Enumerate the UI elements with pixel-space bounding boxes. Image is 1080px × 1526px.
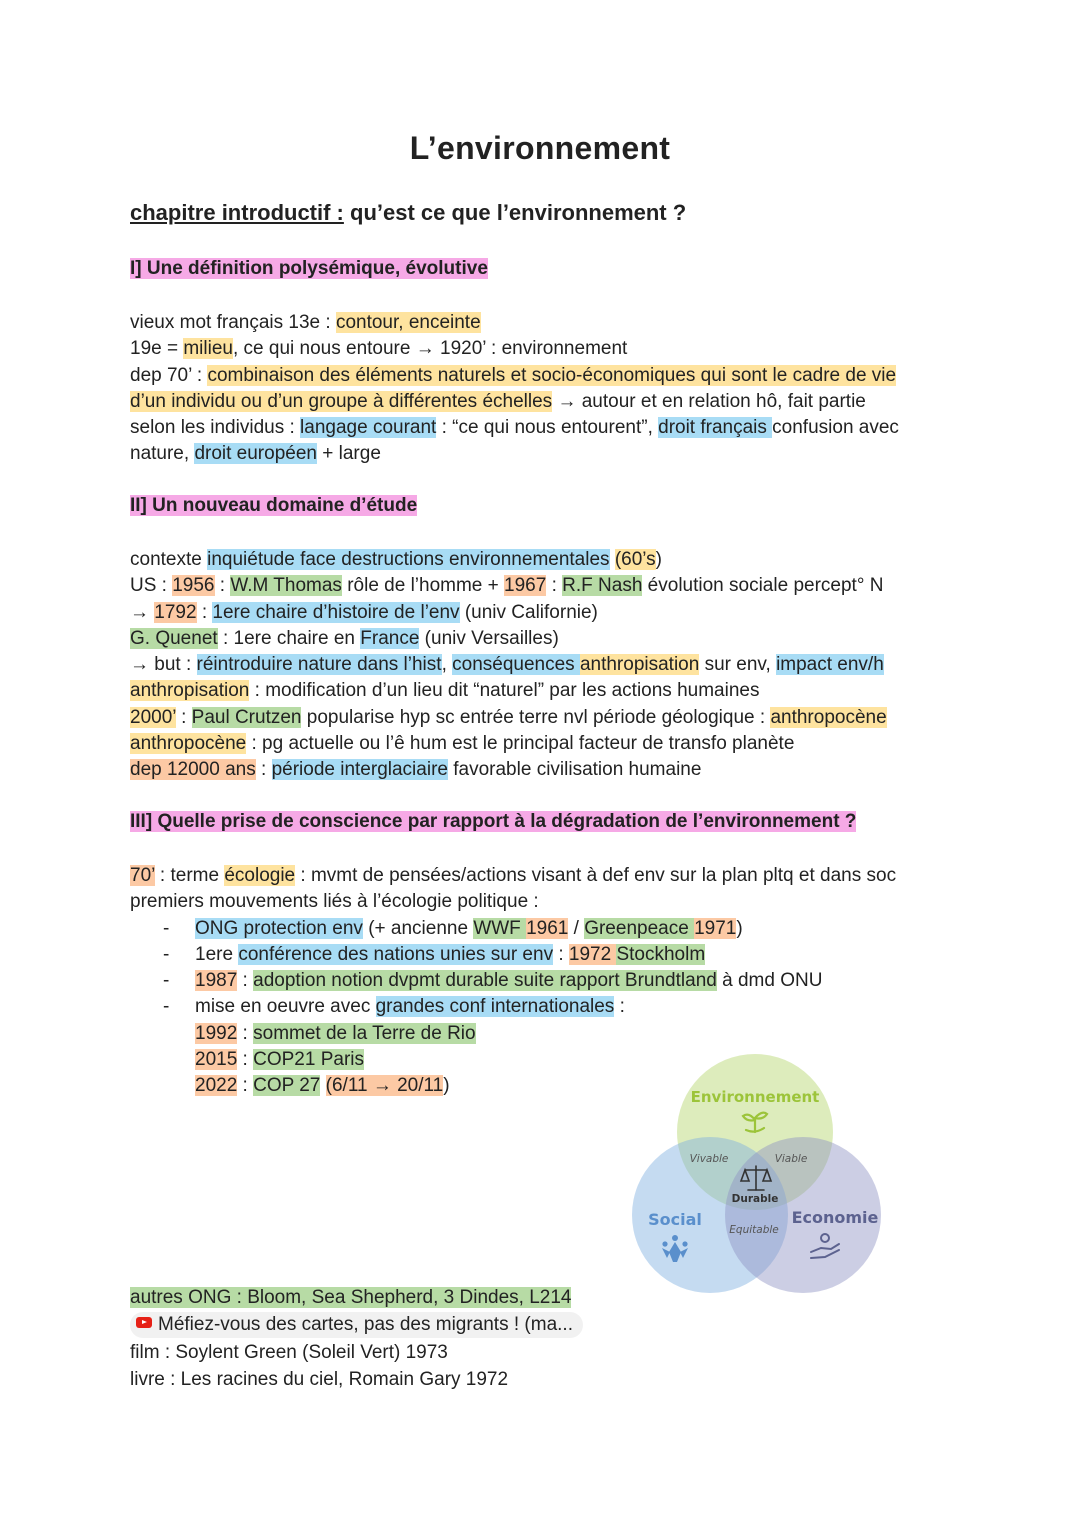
section-3-heading: III] Quelle prise de conscience par rapport à la dégradation de l’environnement ? [130, 811, 857, 832]
section-2-body [130, 547, 960, 784]
venn-label-equitable: Equitable [729, 1224, 779, 1236]
text-line: autres ONG : Bloom, Sea Shepherd, 3 Dindes, L214 [130, 1287, 572, 1308]
text-line: 2000’ : Paul Crutzen popularise hyp sc entrée terre nvl période géologique : anthropocène [130, 706, 887, 728]
venn-label-viable: Viable [774, 1153, 808, 1165]
chapter-question: qu’est ce que l’environnement ? [343, 200, 687, 225]
sub-item: 2015 : COP21 Paris [195, 1049, 364, 1071]
section-1-heading: I] Une définition polysémique, évolutive [130, 258, 488, 279]
venn-label-vivable: Vivable [689, 1153, 729, 1165]
section-1-body [130, 310, 960, 468]
text-line: anthropisation : modification d’un lieu dit “naturel” par les actions humaines [130, 680, 760, 702]
sub-item: 2022 : COP 27 (6/11 → 20/11) [195, 1075, 450, 1097]
text-line: d’un individu ou d’un groupe à différentes échelles → autour et en relation hô, fait partie [130, 390, 866, 412]
text-line: 19e = milieu, ce qui nous entoure → 1920’ : environnement [130, 338, 628, 360]
text-line: dep 70’ : combinaison des éléments naturels et socio-économiques qui sont le cadre de vie [130, 364, 897, 386]
text-line: 70’ : terme écologie : mvmt de pensées/actions visant à def env sur la plan pltq et dans soc [130, 865, 897, 886]
page-title: L’environnement [409, 130, 671, 166]
venn-label-economie: Economie [791, 1208, 879, 1227]
text-line: selon les individus : langage courant : “ce qui nous entourent”, droit français confusion avec [130, 417, 899, 439]
text-line: film : Soylent Green (Soleil Vert) 1973 [130, 1342, 448, 1363]
bullet-item: - 1987 : adoption notion dvpmt durable suite rapport Brundtland à dmd ONU [130, 968, 960, 994]
bullet-item: - 1ere conférence des nations unies sur env : 1972 Stockholm [130, 942, 960, 968]
text-line: premiers mouvements liés à l’écologie politique : [130, 891, 539, 913]
text-line: nature, droit européen + large [130, 443, 381, 465]
chapter-heading [130, 200, 686, 226]
text-line: → 1792 : 1ere chaire d’histoire de l’env (univ Californie) [130, 601, 598, 623]
text-line: → but : réintroduire nature dans l’hist, conséquences anthropisation sur env, impact env/h [130, 654, 884, 676]
text-line: contexte inquiétude face destructions environnementales (60’s) [130, 549, 662, 570]
venn-label-social: Social [648, 1210, 702, 1229]
text-line: livre : Les racines du ciel, Romain Gary 1972 [130, 1369, 509, 1390]
text-line: dep 12000 ans : période interglaciaire favorable civilisation humaine [130, 759, 702, 781]
youtube-video-chip[interactable]: Méfiez-vous des cartes, pas des migrants ! (ma... [130, 1312, 583, 1338]
text-line: anthropocène : pg actuelle ou l’ê hum est le principal facteur de transfo planète [130, 733, 795, 755]
venn-label-durable: Durable [731, 1193, 779, 1205]
sub-item: 1992 : sommet de la Terre de Rio [195, 1022, 476, 1044]
text-line: US : 1956 : W.M Thomas rôle de l’homme + 1967 : R.F Nash évolution sociale percept° N [130, 575, 884, 597]
venn-label-environnement: Environnement [690, 1088, 820, 1106]
footer-notes [130, 1285, 960, 1393]
chapter-label: chapitre introductif : [130, 200, 344, 225]
section-2-heading: II] Un nouveau domaine d’étude [130, 495, 418, 516]
bullet-item: - ONG protection env (+ ancienne WWF 1961 / Greenpeace 1971) [130, 916, 960, 942]
youtube-icon [136, 1317, 152, 1328]
sustainability-venn-diagram [625, 1052, 887, 1297]
text-line: vieux mot français 13e : contour, enceinte [130, 312, 481, 333]
text-line: G. Quenet : 1ere chaire en France (univ Versailles) [130, 627, 559, 649]
text-line [130, 1312, 960, 1340]
bullet-item: - mise en oeuvre avec grandes conf internationales : [130, 994, 960, 1020]
